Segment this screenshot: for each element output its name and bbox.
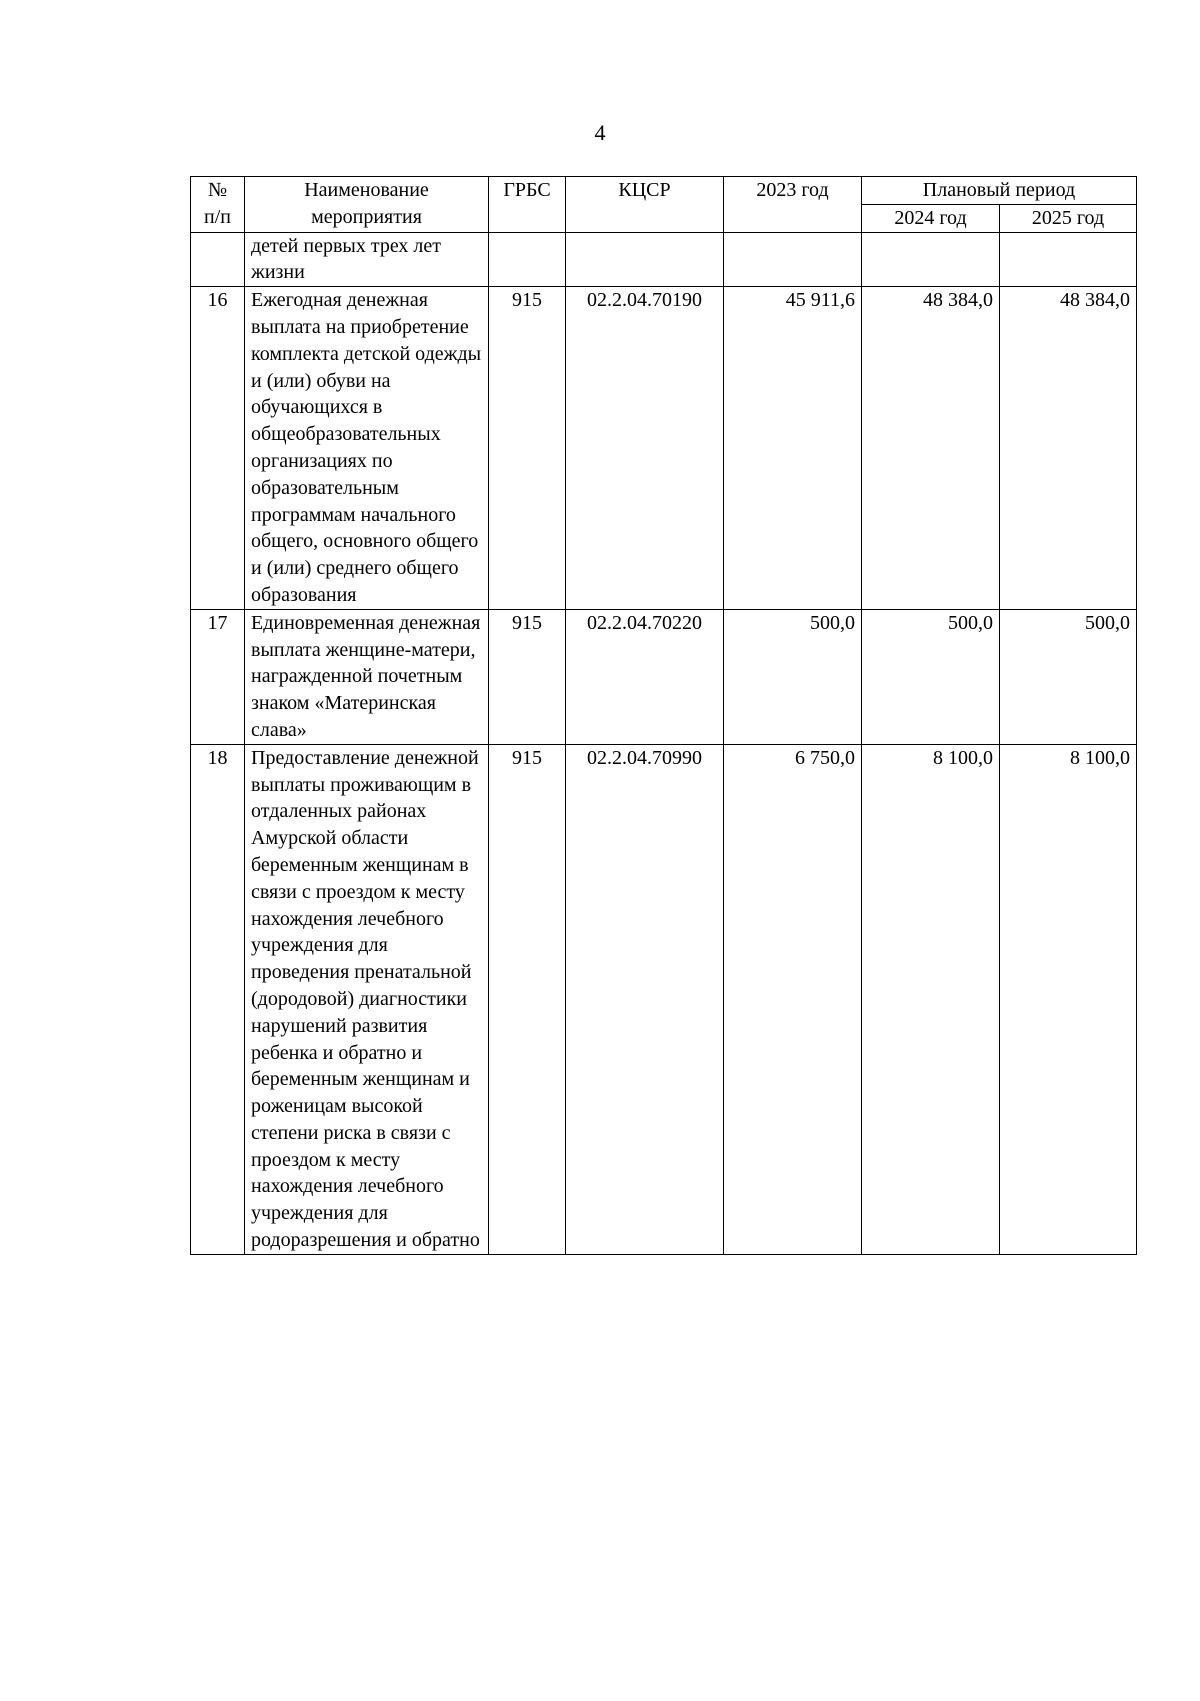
budget-table (190, 176, 1137, 1255)
row-2023 (724, 232, 862, 287)
row-2025: 8 100,0 (1000, 744, 1137, 1254)
row-kcsr: 02.2.04.70220 (566, 609, 724, 744)
row-grbs (489, 232, 566, 287)
row-num: 18 (191, 744, 245, 1254)
row-kcsr (566, 232, 724, 287)
header-num-line2: п/п (204, 205, 231, 228)
table-row (191, 287, 1137, 610)
row-name: Предоставление денежной выплаты проживающим в отдаленных районах Амурской области беременным женщинам в связи с проездом к месту нахождения лечебного учреждения для проведения пренатальной (дородовой) диагностики нарушений развития ребенка и обратно и беременным женщинам и роженицам высокой степени риска в связи с проездом к месту нахождения лечебного учреждения для родоразрешения и обратно (245, 744, 489, 1254)
header-2024: 2024 год (862, 204, 1000, 232)
row-2024: 8 100,0 (862, 744, 1000, 1254)
header-kcsr: КЦСР (566, 177, 724, 233)
row-2024: 500,0 (862, 609, 1000, 744)
header-num (191, 177, 245, 233)
row-grbs: 915 (489, 609, 566, 744)
row-2024: 48 384,0 (862, 287, 1000, 610)
header-2023: 2023 год (724, 177, 862, 233)
row-grbs: 915 (489, 287, 566, 610)
row-grbs: 915 (489, 744, 566, 1254)
table-header-row (191, 177, 1137, 205)
row-num: 16 (191, 287, 245, 610)
table-row (191, 609, 1137, 744)
row-num: 17 (191, 609, 245, 744)
header-name-line2: мероприятия (311, 205, 422, 228)
row-2023: 45 911,6 (724, 287, 862, 610)
row-kcsr: 02.2.04.70990 (566, 744, 724, 1254)
header-grbs: ГРБС (489, 177, 566, 233)
header-2025: 2025 год (1000, 204, 1137, 232)
row-name: Ежегодная денежная выплата на приобретение комплекта детской одежды и (или) обуви на обучающихся в общеобразовательных организациях по образовательным программам начального общего, основного общего и (или) среднего общего образования (245, 287, 489, 610)
row-name: Единовременная денежная выплата женщине-матери, награжденной почетным знаком «Материнская слава» (245, 609, 489, 744)
table-row (191, 232, 1137, 287)
header-name-line1: Наименование (304, 179, 429, 201)
row-2025: 500,0 (1000, 609, 1137, 744)
row-kcsr: 02.2.04.70190 (566, 287, 724, 610)
row-2023: 6 750,0 (724, 744, 862, 1254)
row-2023: 500,0 (724, 609, 862, 744)
row-num (191, 232, 245, 287)
header-num-line1: № (207, 179, 228, 201)
header-plan-period: Плановый период (862, 177, 1137, 205)
row-2025 (1000, 232, 1137, 287)
table-row (191, 744, 1137, 1254)
row-name: детей первых трех лет жизни (245, 232, 489, 287)
row-2024 (862, 232, 1000, 287)
page-number: 4 (594, 120, 606, 145)
row-2025: 48 384,0 (1000, 287, 1137, 610)
header-name (245, 177, 489, 233)
